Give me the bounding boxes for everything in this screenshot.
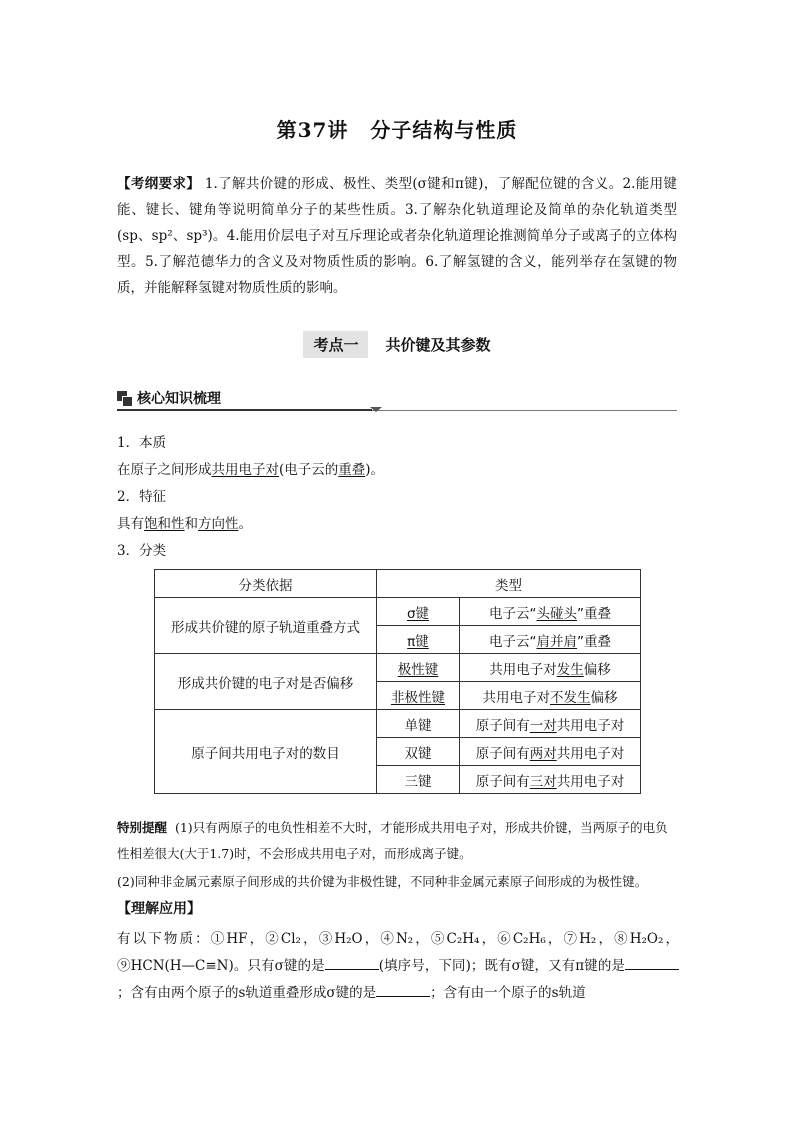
- question-part: ；含有由一个原子的s轨道: [430, 985, 586, 1001]
- text-span: 偏移: [590, 689, 618, 706]
- text-span: 共用电子对: [482, 689, 550, 706]
- core-knowledge-header: [117, 388, 221, 408]
- answer-overlap: 重叠: [338, 462, 366, 478]
- desc-cell: [460, 766, 641, 794]
- type-cell: [377, 654, 460, 682]
- text-span: 共用电子对: [556, 773, 625, 790]
- text-span: 电子云“: [489, 605, 537, 622]
- item-1-text: [117, 460, 384, 480]
- application-question: [117, 926, 679, 1007]
- answer-type: 极性键: [397, 661, 439, 678]
- core-knowledge-title: 核心知识梳理: [137, 391, 221, 407]
- answer-saturation: 饱和性: [144, 516, 185, 532]
- type-cell: 单键: [377, 710, 460, 738]
- reminder-label: 特别提醒: [117, 820, 168, 835]
- text-span: 偏移: [583, 661, 611, 678]
- table-row: [155, 710, 641, 738]
- text-span: 原子间有: [475, 773, 530, 790]
- header-basis: 分类依据: [155, 570, 377, 598]
- item-2-text: [117, 514, 252, 534]
- text-span: 原子间有: [475, 745, 530, 762]
- type-cell: 双键: [377, 738, 460, 766]
- reminder-text-1: (1)只有两原子的电负性相差不大时，才能形成共用电子对，形成共价键，当两原子的电负性相差很大(大于1.7)时，不会形成共用电子对，而形成离子键。: [117, 820, 668, 861]
- answer-desc: 不发生: [550, 689, 591, 706]
- text-span: ”重叠: [577, 605, 611, 622]
- text-span: 具有: [117, 516, 144, 532]
- answer-type: π键: [407, 633, 429, 650]
- table-row: [155, 654, 641, 682]
- item-3-heading: 3．分类: [117, 543, 167, 559]
- application-heading: 【理解应用】: [117, 901, 201, 917]
- text-span: 共用电子对: [556, 717, 625, 734]
- text-span: (电子云的: [279, 462, 339, 478]
- type-cell: [377, 682, 460, 710]
- lecture-number: 第37讲: [276, 118, 349, 142]
- type-cell: [377, 626, 460, 654]
- type-cell: [377, 598, 460, 626]
- text-span: )。: [365, 462, 385, 478]
- answer-desc: 肩并肩: [536, 633, 577, 650]
- item-1-heading: 1．本质: [117, 435, 167, 451]
- classification-table: [154, 569, 641, 794]
- answer-desc: 一对: [529, 717, 557, 734]
- answer-blank[interactable]: [625, 955, 679, 970]
- text-span: 共用电子对: [556, 745, 625, 762]
- answer-desc: 发生: [556, 661, 584, 678]
- lecture-title: 分子结构与性质: [370, 118, 518, 142]
- answer-desc: 三对: [529, 773, 557, 790]
- type-cell: 三键: [377, 766, 460, 794]
- answer-blank[interactable]: [376, 982, 430, 997]
- divider-accent: [117, 409, 372, 411]
- question-part: (填序号，下同)；既有σ键，又有π键的是: [378, 958, 626, 974]
- question-part: ；含有由两个原子的s轨道重叠形成σ键的是: [117, 985, 377, 1001]
- question-part: 有以下物质：①HF，②Cl₂，③H₂O，④N₂，⑤C₂H₄，⑥C₂H₆，⑦H₂，⑧H₂O₂，⑨HCN(H—C≡N)。只有σ键的是: [117, 931, 679, 974]
- desc-cell: [460, 710, 641, 738]
- answer-blank[interactable]: [325, 955, 379, 970]
- section-heading: [0, 331, 794, 358]
- text-span: 共用电子对: [489, 661, 557, 678]
- basis-cell: 原子间共用电子对的数目: [155, 710, 377, 794]
- desc-cell: [460, 738, 641, 766]
- desc-cell: [460, 626, 641, 654]
- section-title: 共价键及其参数: [385, 336, 491, 354]
- answer-desc: 头碰头: [536, 605, 577, 622]
- table-row: [155, 598, 641, 626]
- special-reminder-2: (2)同种非金属元素原子间形成的共价键为非极性键，不同种非金属元素原子间形成的为极性键。: [117, 874, 648, 889]
- basis-cell: 形成共价键的电子对是否偏移: [155, 654, 377, 710]
- requirements-text: 1.了解共价键的形成、极性、类型(σ键和π键)，了解配位键的含义。2.能用键能、键长、键角等说明简单分子的某些性质。3.了解杂化轨道理论及简单的杂化轨道类型(sp、sp²、sp³)。4.能用价层电子对互斥理论或者杂化轨道理论推测简单分子或离子的立体构型。5.了解范德华力的含义及对物质性质的影响。6.了解氢键的含义，能列举存在氢键的物质，并能解释氢键对物质性质的影响。: [117, 176, 678, 296]
- answer-desc: 两对: [529, 745, 557, 762]
- table-header-row: [155, 570, 641, 598]
- answer-type: σ键: [406, 605, 430, 622]
- divider-notch: [370, 407, 382, 412]
- text-span: 在原子之间形成: [117, 462, 212, 478]
- syllabus-requirements: [117, 171, 677, 301]
- answer-directionality: 方向性: [198, 516, 239, 532]
- requirements-tag: 【考纲要求】: [117, 176, 201, 192]
- text-span: 和: [184, 516, 198, 532]
- text-span: 。: [238, 516, 252, 532]
- desc-cell: [460, 682, 641, 710]
- text-span: 电子云“: [489, 633, 537, 650]
- basis-cell: 形成共价键的原子轨道重叠方式: [155, 598, 377, 654]
- section-number: 考点一: [303, 331, 368, 358]
- desc-cell: [460, 654, 641, 682]
- page-title: [0, 114, 794, 143]
- special-reminder-1: [117, 815, 679, 867]
- text-span: ”重叠: [577, 633, 611, 650]
- answer-shared-pair: 共用电子对: [211, 462, 279, 478]
- text-span: 原子间有: [475, 717, 530, 734]
- header-type: 类型: [377, 570, 641, 598]
- square-bullet-icon: [117, 391, 131, 405]
- item-2-heading: 2．特征: [117, 489, 167, 505]
- desc-cell: [460, 598, 641, 626]
- answer-type: 非极性键: [391, 689, 445, 706]
